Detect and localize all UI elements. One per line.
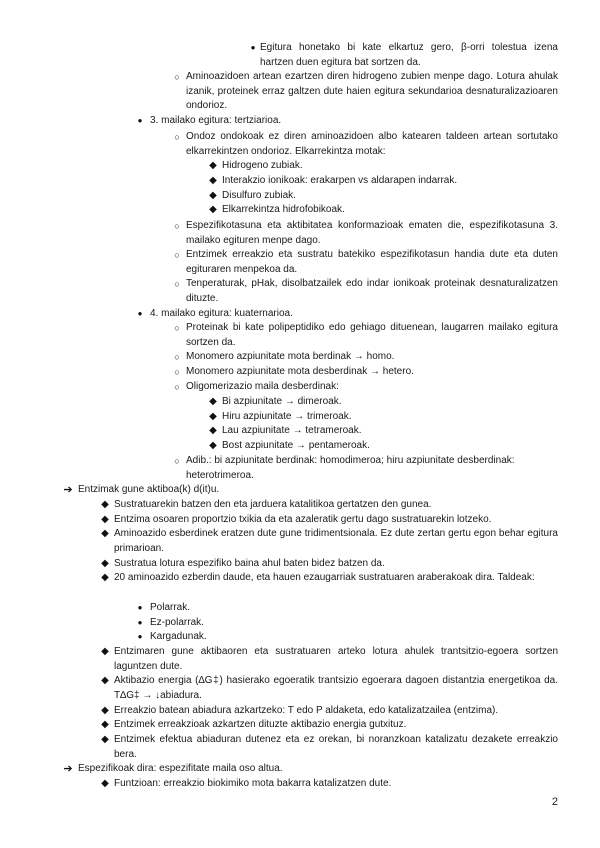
diamond-bullet-icon: ◆ xyxy=(101,499,109,510)
list-item xyxy=(96,777,558,792)
page-number: 2 xyxy=(551,796,558,808)
list-item xyxy=(168,219,558,248)
list-item xyxy=(58,483,558,498)
list-item-text: Interakzio ionikoak: erakarpen vs aldarapen indarrak. xyxy=(222,175,458,186)
list-item xyxy=(96,733,558,762)
list-item xyxy=(130,114,558,129)
bullet-marker: ○ xyxy=(174,132,180,142)
list-item-text: Erreakzio batean abiadura azkartzeko: T edo P aldaketa, edo katalizatzailea (entzima). xyxy=(114,705,499,716)
list-item-text: Monomero azpiunitate mota desberdinak → hetero. xyxy=(186,366,414,377)
list-item-text: Entzimaren gune aktibaoren eta sustratuaren arteko lotura ahulek trantsitzio-egoera sortzen laguntzen dute. xyxy=(114,646,558,672)
list-item-text: Ondoz ondokoak ez diren aminoazidoen albo katearen taldeen artean sortutako elkarrekintzen ondorioz. Elkarrekintza motak: xyxy=(186,131,558,157)
bullet-marker: ○ xyxy=(174,367,180,377)
diamond-bullet-icon: ◆ xyxy=(209,411,217,422)
list-item xyxy=(168,277,558,306)
list-item xyxy=(96,498,558,513)
list-item xyxy=(96,571,558,586)
list-item-text: Espezifikotasuna eta aktibitatea konformazioak ematen die, espezifikotasuna 3. mailako egituren menpe dago. xyxy=(186,220,558,246)
bullet-marker: ○ xyxy=(174,250,180,260)
diamond-bullet-icon: ◆ xyxy=(101,705,109,716)
list-item-text: Espezifikoak dira: espezifitate maila oso altua. xyxy=(78,763,283,774)
list-item-text: 4. mailako egitura: kuaternarioa. xyxy=(150,308,293,319)
list-item xyxy=(204,159,558,174)
diamond-bullet-icon: ◆ xyxy=(209,175,217,186)
bullet-marker: ○ xyxy=(174,382,180,392)
list-item-text: 3. mailako egitura: tertziarioa. xyxy=(150,115,282,126)
bullet-marker: ○ xyxy=(174,456,180,466)
diamond-bullet-icon: ◆ xyxy=(101,734,109,745)
list-item xyxy=(168,454,558,483)
list-item xyxy=(130,601,558,616)
bullet-marker: ○ xyxy=(174,279,180,289)
list-item-text: Disulfuro zubiak. xyxy=(222,190,296,201)
diamond-bullet-icon: ◆ xyxy=(209,190,217,201)
diamond-bullet-icon: ◆ xyxy=(101,778,109,789)
list-item xyxy=(204,174,558,189)
diamond-bullet-icon: ◆ xyxy=(209,440,217,451)
list-item-text: 20 aminoazido ezberdin daude, eta hauen ezaugarriak sustratuaren araberakoak dira. Taldeak: xyxy=(114,572,535,583)
list-item xyxy=(58,762,558,777)
list-item xyxy=(168,380,558,395)
list-item-text: Monomero azpiunitate mota berdinak → homo. xyxy=(186,351,395,362)
diamond-bullet-icon: ◆ xyxy=(209,396,217,407)
list-item-text: Bi azpiunitate → dimeroak. xyxy=(222,396,342,407)
list-item xyxy=(130,307,558,322)
diamond-bullet-icon: ◆ xyxy=(209,425,217,436)
list-item-text: Entzimek efektua abiaduran dutenez eta ez orekan, bi noranzkoan katalizatu dezakete erreakzio bera. xyxy=(114,734,558,760)
diamond-bullet-icon: ◆ xyxy=(101,572,109,583)
bullet-marker: ● xyxy=(250,43,256,52)
list-item xyxy=(96,645,558,674)
list-item-text: Ez-polarrak. xyxy=(150,617,204,628)
bullet-marker: ○ xyxy=(174,352,180,362)
diamond-bullet-icon: ◆ xyxy=(101,675,109,686)
list-item xyxy=(204,424,558,439)
list-item xyxy=(96,718,558,733)
list-item-text: Hiru azpiunitate → trimeroak. xyxy=(222,411,352,422)
list-item xyxy=(168,248,558,277)
list-item xyxy=(168,321,558,350)
list-item-text: Tenperaturak, pHak, disolbatzailek edo indar ionikoak proteinak desnaturalizatzen dituzte. xyxy=(186,278,558,304)
list-item xyxy=(96,513,558,528)
list-item xyxy=(204,203,558,218)
list-item xyxy=(204,439,558,454)
list-item-text: Aktibazio energia (∆G‡) hasierako egoeratik trantsizio egoerara dagoen distantzia energetikoa da. T∆G‡ → ↓abiadura. xyxy=(114,675,558,701)
list-item-text: Polarrak. xyxy=(150,602,191,613)
bullet-marker: ● xyxy=(137,309,143,318)
list-item-text: Sustratuarekin batzen den eta jarduera katalitikoa gertatzen den gunea. xyxy=(114,499,432,510)
diamond-bullet-icon: ◆ xyxy=(101,646,109,657)
list-item xyxy=(130,616,558,631)
list-item xyxy=(96,557,558,572)
bullet-marker: ● xyxy=(137,116,143,125)
list-item-text: Hidrogeno zubiak. xyxy=(222,160,303,171)
list-item-text: Funtzioan: erreakzio biokimiko mota bakarra katalizatzen dute. xyxy=(114,778,392,789)
bullet-marker: ○ xyxy=(174,221,180,231)
bullet-marker: ● xyxy=(137,603,143,612)
list-item-text: Kargadunak. xyxy=(150,631,207,642)
list-item xyxy=(246,41,558,70)
list-item-text: Entzimek erreakzioak azkartzen dituzte aktibazio energia gutxituz. xyxy=(114,719,407,730)
list-item-text: Sustratua lotura espezifiko baina ahul baten bidez batzen da. xyxy=(114,558,385,569)
list-item-text: Egitura honetako bi kate elkartuz gero, β-orri tolestua izena hartzen duen egitura bat sortzen da. xyxy=(260,42,558,68)
list-item xyxy=(204,189,558,204)
diamond-bullet-icon: ◆ xyxy=(209,204,217,215)
list-item-text: Adib.: bi azpiunitate berdinak: homodimeroa; hiru azpiunitate desberdinak: heterotrimeroa. xyxy=(186,455,515,481)
bullet-marker: ● xyxy=(137,632,143,641)
list-item-text: Aminoazidoen artean ezartzen diren hidrogeno zubien menpe dago. Lotura ahulak izanik, proteinek erraz galtzen dute haien egitura sekundarioa desnaturalizazioaren ondorioz. xyxy=(186,71,558,112)
list-item xyxy=(204,395,558,410)
list-item-text: Elkarrekintza hidrofobikoak. xyxy=(222,204,345,215)
list-item xyxy=(96,527,558,556)
diamond-bullet-icon: ◆ xyxy=(101,514,109,525)
list-item-text: Proteinak bi kate polipeptidiko edo gehiago dituenean, laugarren mailako egitura sortzen da. xyxy=(186,322,558,348)
list-item xyxy=(168,130,558,159)
list-item xyxy=(96,704,558,719)
list-item-text: Entzima osoaren proportzio txikia da eta azaleratik gertu dago sustratuarekin lotzeko. xyxy=(114,514,492,525)
diamond-bullet-icon: ◆ xyxy=(101,719,109,730)
bullet-marker: ○ xyxy=(174,72,180,82)
list-item xyxy=(168,350,558,365)
diamond-bullet-icon: ◆ xyxy=(101,558,109,569)
list-item-text: Oligomerizazio maila desberdinak: xyxy=(186,381,339,392)
list-item xyxy=(130,630,558,645)
arrow-bullet-icon: ➔ xyxy=(63,484,73,496)
list-item-text: Bost azpiunitate → pentameroak. xyxy=(222,440,370,451)
list-item xyxy=(168,365,558,380)
list-item-text: Entzimak gune aktiboa(k) d(it)u. xyxy=(78,484,220,495)
bullet-marker: ● xyxy=(137,618,143,627)
diamond-bullet-icon: ◆ xyxy=(101,528,109,539)
list-item xyxy=(96,674,558,703)
list-item-text: Aminoazido esberdinek eratzen dute gune tridimentsionala. Ez dute zertan gertu egon behar egitura primarioan. xyxy=(114,528,558,554)
list-item-text: Entzimek erreakzio eta sustratu batekiko espezifikotasun handia dute eta duten egituraren menpekoa da. xyxy=(186,249,558,275)
arrow-bullet-icon: ➔ xyxy=(63,763,73,775)
list-item-text: Lau azpiunitate → tetrameroak. xyxy=(222,425,362,436)
list-item xyxy=(204,410,558,425)
diamond-bullet-icon: ◆ xyxy=(209,160,217,171)
bullet-marker: ○ xyxy=(174,323,180,333)
list-item xyxy=(168,70,558,114)
